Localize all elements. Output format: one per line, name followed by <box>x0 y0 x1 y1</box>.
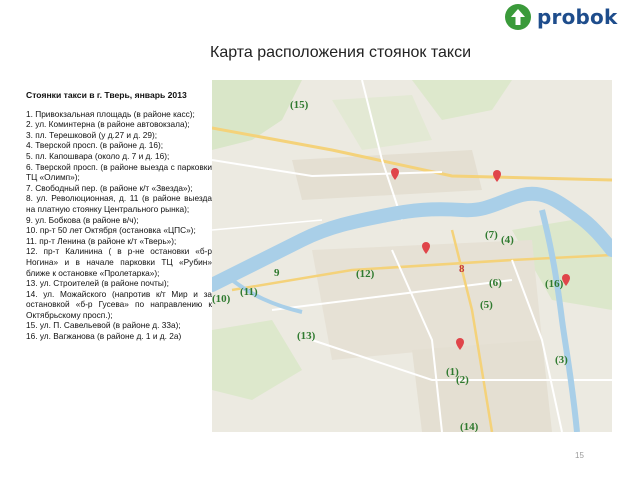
legend-item: 2. ул. Коминтерна (в районе автовокзала); <box>26 119 190 130</box>
stand-label: (4) <box>501 234 514 246</box>
legend-heading: Стоянки такси в г. Тверь, январь 2013 <box>26 90 187 100</box>
legend-item: 1. Привокзальная площадь (в районе касс); <box>26 108 195 119</box>
logo-text: probok <box>537 5 618 29</box>
legend-item: 12. пр-т Калинина ( в р-не остановки «б-р Ногина» и в начале парковки ТЦ «Рубин» ближе к остановке «Пролетарка»); <box>26 246 212 278</box>
up-arrow-icon <box>505 4 531 30</box>
page-title: Карта расположения стоянок такси <box>210 44 472 61</box>
legend-item: 16. ул. Вагжанова (в районе д. 1 и д. 2а) <box>26 331 182 342</box>
legend-item: 10. пр-т 50 лет Октября (остановка «ЦПС»); <box>26 225 196 236</box>
stand-label: (14) <box>460 421 479 432</box>
stand-label: (10) <box>212 293 231 305</box>
stand-label: (2) <box>456 374 469 386</box>
legend-item: 6. Тверской просп. (в районе выезда с парковки ТЦ «Олимп»); <box>26 161 212 183</box>
city-map <box>212 80 612 432</box>
legend-item: 3. пл. Терешковой (у д.27 и д. 29); <box>26 129 158 140</box>
taxi-stand-legend <box>26 90 212 342</box>
stand-label: (5) <box>480 299 493 311</box>
stand-label: (1) <box>446 366 459 378</box>
legend-item: 5. пл. Капошвара (около д. 7 и д. 16); <box>26 150 170 161</box>
stand-label: 8 <box>459 263 465 275</box>
legend-item: 7. Свободный пер. (в районе к/т «Звезда»); <box>26 182 193 193</box>
stand-label: (3) <box>555 354 568 366</box>
stand-label: (15) <box>290 99 309 111</box>
page-number: 15 <box>575 451 584 460</box>
legend-item: 4. Тверской просп. (в районе д. 16); <box>26 140 164 151</box>
legend-item: 11. пр-т Ленина (в районе к/т «Тверь»); <box>26 235 177 246</box>
stand-label: (12) <box>356 268 375 280</box>
legend-item: 14. ул. Можайского (напротив к/т Мир и за остановкой «б-р Гусева» по направлению к Октябрьскому просп.); <box>26 288 212 320</box>
stand-label: (16) <box>545 278 564 290</box>
stand-label: (6) <box>489 277 502 289</box>
stand-label: (13) <box>297 330 316 342</box>
stand-label: (11) <box>240 286 258 298</box>
legend-item: 8. ул. Революционная, д. 11 (в районе выезда на платную стоянку Центрального рынка); <box>26 193 212 214</box>
stand-label: 9 <box>274 267 280 279</box>
legend-item: 15. ул. П. Савельевой (в районе д. 33а); <box>26 320 181 331</box>
stand-label: (7) <box>485 229 498 241</box>
probok-logo <box>505 2 617 32</box>
map-canvas <box>212 80 612 432</box>
legend-item: 9. ул. Бобкова (в районе в/ч); <box>26 214 139 225</box>
legend-item: 13. ул. Строителей (в районе почты); <box>26 278 169 289</box>
